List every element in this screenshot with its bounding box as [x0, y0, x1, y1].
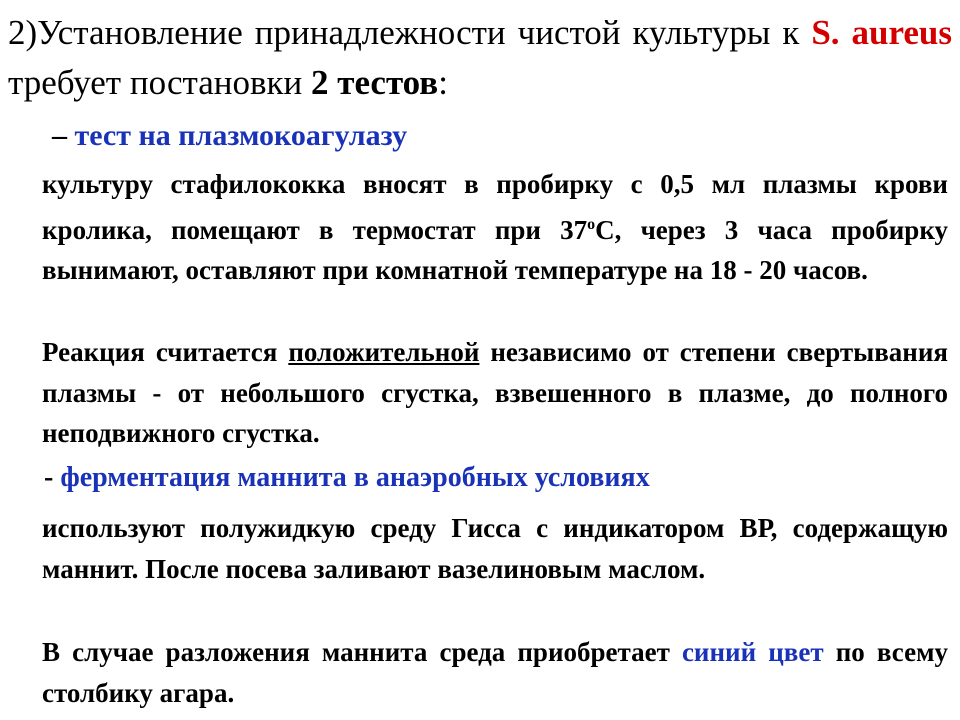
test2-result-end: по всему столбику агара.: [42, 637, 948, 708]
blue-color-term: синий цвет: [681, 637, 824, 667]
heading-middle: требует постановки: [8, 63, 311, 102]
test1-result-end: независимо от степени свертывания плазмы - от небольшого сгустка, взвешенного в плазме, до полного неподвижного сгустка.: [42, 337, 949, 448]
test1-method-text: культуру стафилококка вносят в пробирку с 0,5 мл плазмы крови кролика, помещают в термостат при 37: [42, 169, 948, 245]
test2-heading: [44, 460, 650, 496]
heading-suffix: :: [438, 63, 448, 102]
test2-title: ферментация маннита в анаэробных условиях: [60, 462, 650, 493]
slide-heading: [8, 8, 952, 108]
heading-prefix: 2)Установление принадлежности чистой культуры к: [8, 13, 800, 52]
test1-heading: [52, 118, 407, 154]
test1-method-end: С, через 3 часа пробирку вынимают, оставляют при комнатной температуре на 18 - 20 часов.: [42, 214, 948, 285]
tests-count: 2 тестов: [311, 63, 439, 102]
positive-term: положительной: [288, 337, 480, 367]
test1-result-start: Реакция считается: [42, 337, 289, 367]
test2-result-start: В случае разложения маннита среда приобретает: [42, 637, 682, 667]
test2-bullet: -: [44, 462, 54, 493]
test2-result: [42, 632, 948, 713]
test2-method: используют полужидкую среду Гисса с индикатором ВР, содержащую маннит. После посева заливают вазелиновым маслом.: [42, 513, 948, 584]
test1-title: тест на плазмокоагулазу: [74, 119, 408, 152]
test1-method: [42, 164, 948, 291]
organism-name: S. aureus: [811, 13, 953, 52]
test1-bullet: –: [52, 119, 67, 152]
test1-result: [42, 332, 948, 454]
degree-mark: о: [587, 215, 596, 233]
